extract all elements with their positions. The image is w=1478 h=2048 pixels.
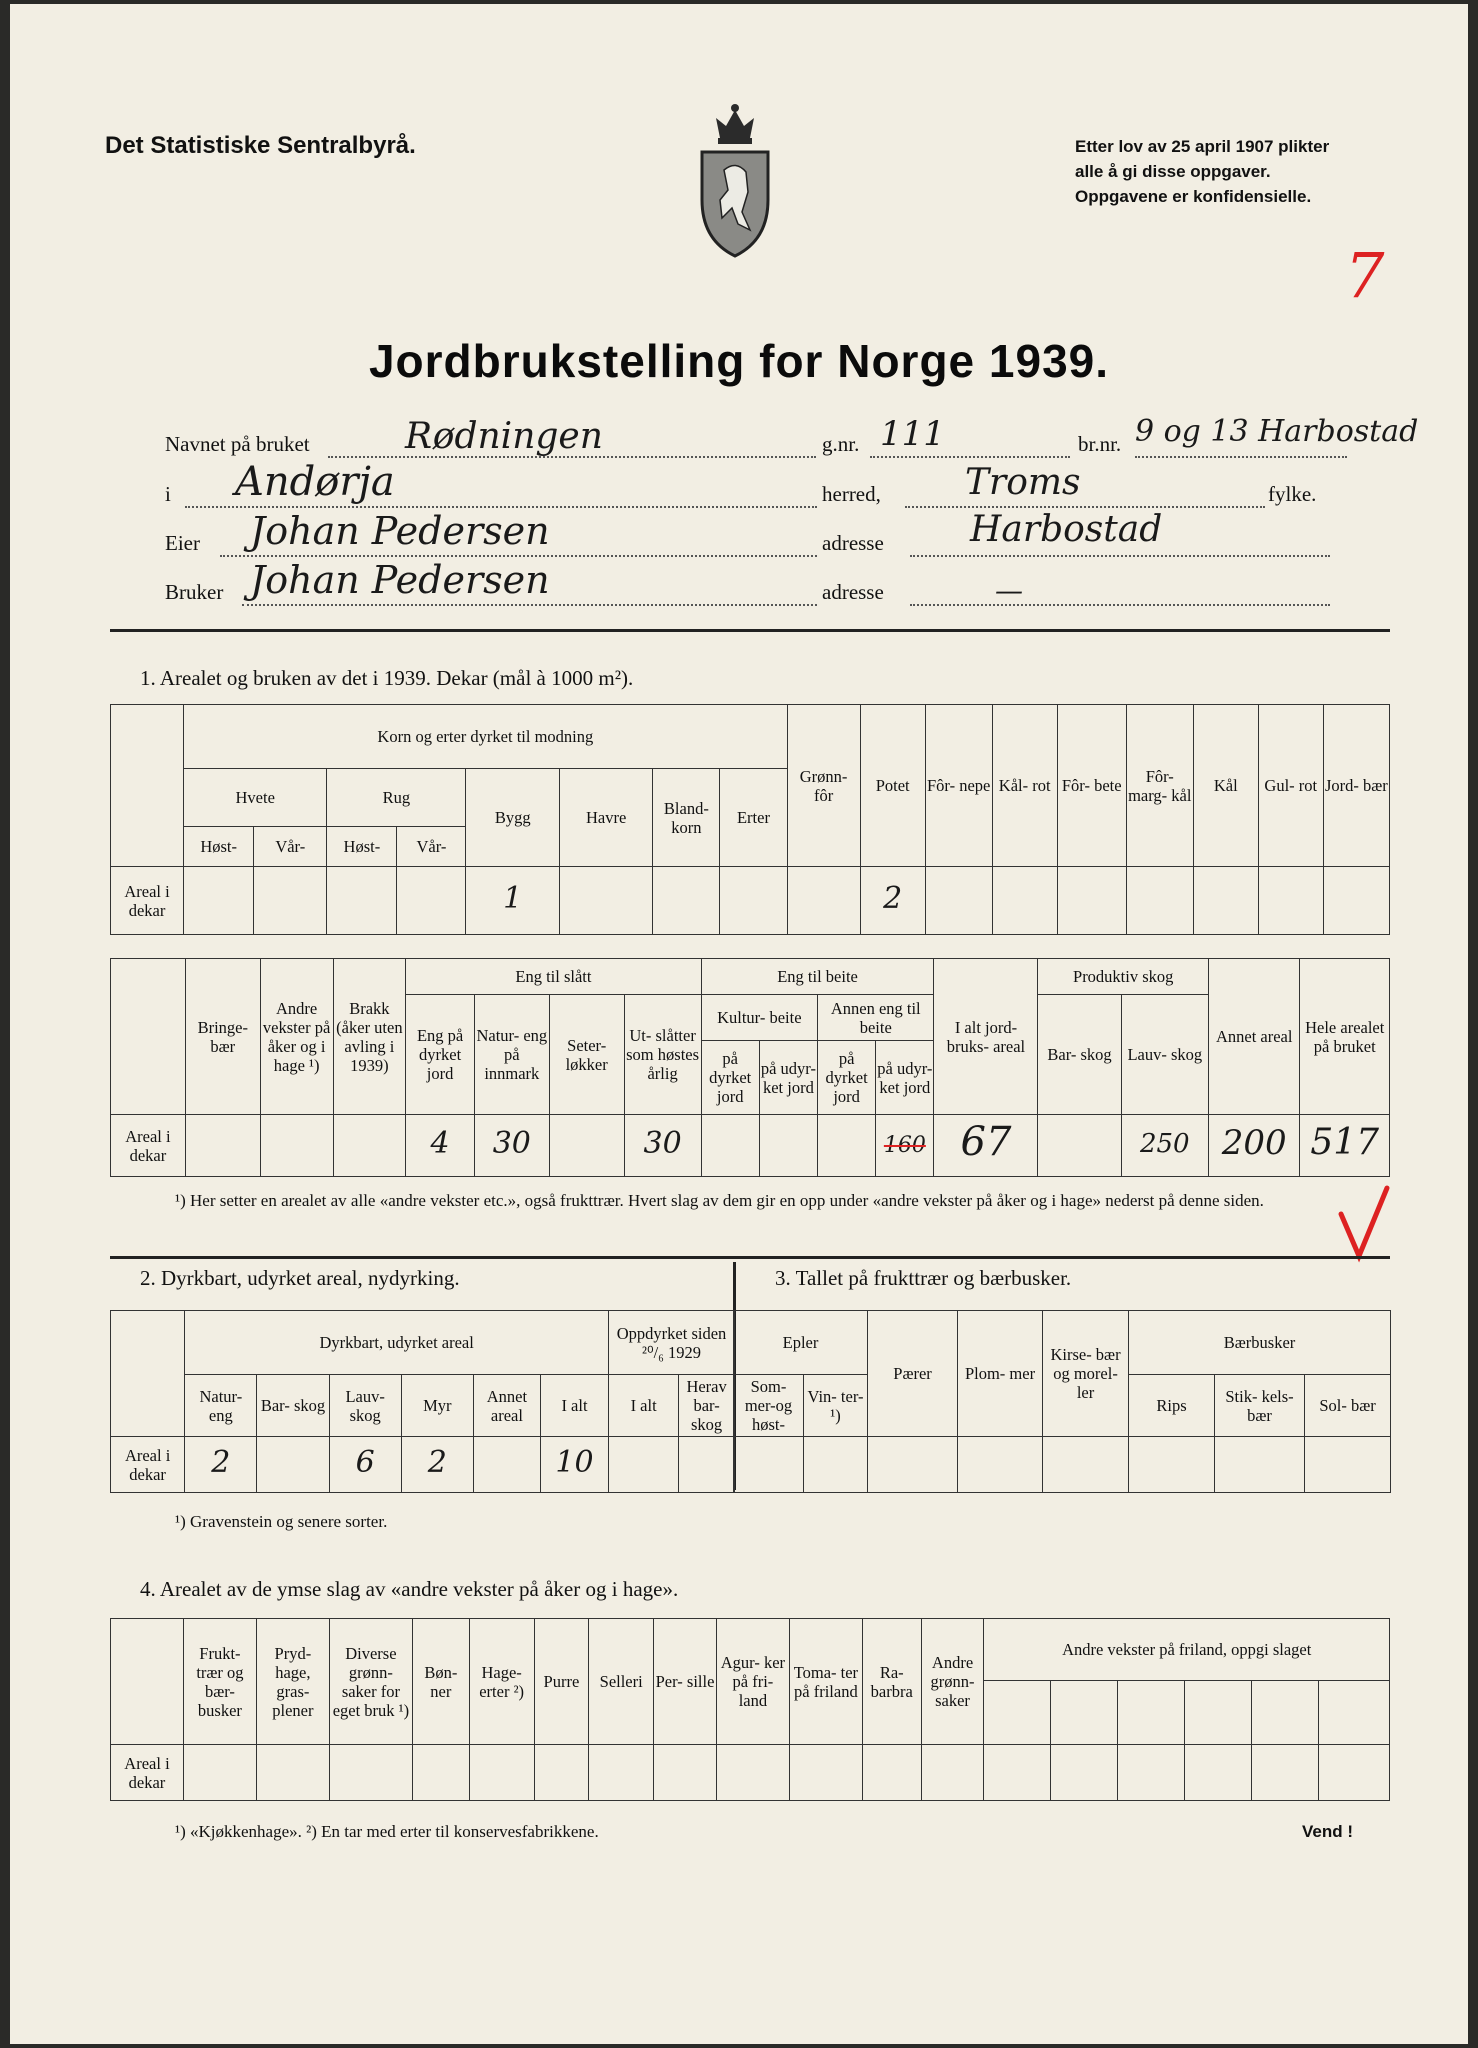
col-bygg: Bygg — [466, 769, 559, 867]
section1-footnote: ¹) Her setter en arealet av alle «andre vekster etc.», også frukttrær. Hvert slag av dem gir en opp under «andre vekster på åker og i hage» nederst på denne siden. — [175, 1191, 1264, 1210]
eng-slatt-header: Eng til slått — [406, 959, 701, 995]
baerbusker-header: Bærbusker — [1129, 1311, 1391, 1375]
col-fornepe: Fôr- nepe — [925, 705, 992, 867]
col-bringebaer: Bringe- bær — [185, 959, 260, 1115]
vend-label: Vend ! — [1302, 1822, 1354, 1841]
col-hageerter: Hage- erter ²) — [469, 1619, 534, 1745]
value-ialt: 67 — [960, 1118, 1012, 1165]
col-kal: Kål — [1193, 705, 1258, 867]
col-purre: Purre — [534, 1619, 589, 1745]
col-paerer: Pærer — [868, 1311, 958, 1437]
col-selleri: Selleri — [589, 1619, 654, 1745]
arable-table — [110, 1310, 735, 1493]
section1-heading: 1. Arealet og bruken av det i 1939. Dekar (mål à 1000 m²). — [140, 666, 634, 690]
notice-line: Oppgavene er konfidensielle. — [1075, 187, 1312, 206]
fylke-label: fylke. — [1268, 482, 1317, 506]
col-rabarbra: Ra- barbra — [862, 1619, 921, 1745]
col-kalrot: Kål- rot — [992, 705, 1057, 867]
eng-beite-header: Eng til beite — [701, 959, 934, 995]
col-kulturbeite: Kultur- beite — [701, 995, 817, 1041]
check-mark-icon — [1335, 1184, 1395, 1264]
census-form-page — [10, 4, 1468, 2044]
brnr-value[interactable]: 9 og 13 Harbostad — [1135, 414, 1419, 449]
col-jordbaer: Jord- bær — [1323, 705, 1389, 867]
col-annen-dyrket: på dyrket jord — [818, 1041, 876, 1115]
col-sommer-host: Som- mer-og høst- — [734, 1375, 804, 1437]
col-oppdyrket-ialt: I alt — [609, 1375, 679, 1437]
row-label: Areal i dekar — [111, 1437, 185, 1493]
andre-friland-header: Andre vekster på friland, oppgi slaget — [984, 1619, 1390, 1681]
col-blandkorn: Bland- korn — [653, 769, 720, 867]
col-ialt: I alt — [540, 1375, 608, 1437]
office-name: Det Statistiske Sentralbyrå. — [105, 132, 416, 159]
gnr-value[interactable]: 111 — [880, 414, 945, 454]
herred-value[interactable]: Andørja — [235, 459, 395, 505]
col-forbete: Fôr- bete — [1057, 705, 1126, 867]
col-hvete: Hvete — [184, 769, 327, 827]
col-plommer: Plom- mer — [958, 1311, 1043, 1437]
col-hele-arealet: Hele arealet på bruket — [1300, 959, 1390, 1115]
epler-header: Epler — [734, 1311, 868, 1375]
value-myr: 2 — [427, 1445, 447, 1480]
col-rug-var: Vår- — [397, 827, 466, 867]
col-kultur-dyrket: på dyrket jord — [701, 1041, 759, 1115]
col-kultur-udyrket: på udyr- ket jord — [759, 1041, 817, 1115]
dyrkbart-group: Dyrkbart, udyrket areal — [185, 1311, 609, 1375]
crops-table-1 — [110, 704, 1390, 935]
value-natureng: 2 — [211, 1445, 231, 1480]
col-herav-barskog: Herav bar- skog — [679, 1375, 735, 1437]
col-gulrot: Gul- rot — [1258, 705, 1323, 867]
eier-value[interactable]: Johan Pedersen — [250, 509, 550, 553]
row-label: Areal i dekar — [111, 1115, 186, 1177]
col-bonner: Bøn- ner — [412, 1619, 469, 1745]
section4-heading: 4. Arealet av de ymse slag av «andre vekster på åker og i hage». — [140, 1577, 679, 1601]
col-lauvskog: Lauv- skog — [329, 1375, 401, 1437]
oppdyrket-group: Oppdyrket siden ²⁰/₆ 1929 — [609, 1311, 735, 1375]
bruker-value[interactable]: Johan Pedersen — [250, 558, 550, 602]
col-vinter: Vin- ter-¹) — [804, 1375, 868, 1437]
navnet-label: Navnet på bruket — [165, 432, 310, 456]
col-utslatter: Ut- slåtter som høstes årlig — [624, 995, 701, 1115]
fylke-value[interactable]: Troms — [965, 462, 1081, 503]
notice-line: Etter lov av 25 april 1907 plikter — [1075, 137, 1330, 156]
gnr-label: g.nr. — [822, 432, 860, 456]
section2-heading: 2. Dyrkbart, udyrket areal, nydyrking. — [140, 1266, 460, 1290]
value-annen-struck: 160 — [883, 1132, 926, 1158]
col-annen-udyrket: på udyr- ket jord — [876, 1041, 934, 1115]
col-solbaer: Sol- bær — [1305, 1375, 1391, 1437]
value-utslatter: 30 — [643, 1126, 682, 1161]
herred-label: herred, — [822, 482, 881, 506]
bruker-adresse-label: adresse — [822, 580, 884, 604]
col-myr: Myr — [401, 1375, 473, 1437]
i-label: i — [165, 482, 171, 506]
col-erter: Erter — [720, 769, 787, 867]
page-title: Jordbrukstelling for Norge 1939. — [368, 335, 1110, 387]
korn-group-header: Korn og erter dyrket til modning — [184, 705, 787, 769]
brnr-label: br.nr. — [1078, 432, 1122, 456]
bruker-label: Bruker — [165, 580, 224, 604]
col-stikkelsbaer: Stik- kels- bær — [1215, 1375, 1305, 1437]
col-rug: Rug — [327, 769, 466, 827]
value-eng-dyrket: 4 — [430, 1126, 450, 1161]
col-annet-areal: Annet areal — [1208, 959, 1299, 1115]
col-potet: Potet — [860, 705, 925, 867]
col-annet-areal: Annet areal — [473, 1375, 540, 1437]
value-hele: 517 — [1310, 1122, 1380, 1163]
col-andre-vekster: Andre vekster på åker og i hage ¹) — [260, 959, 333, 1115]
col-barskog: Bar- skog — [257, 1375, 329, 1437]
section3-heading: 3. Tallet på frukttrær og bærbusker. — [775, 1266, 1072, 1290]
col-kirsebaer: Kirse- bær og morel- ler — [1043, 1311, 1129, 1437]
section4-footnote: ¹) «Kjøkkenhage». ²) En tar med erter til konservesfabrikkene. — [175, 1822, 599, 1841]
value-natureng: 30 — [492, 1126, 531, 1161]
col-hvete-var: Vår- — [254, 827, 327, 867]
col-andre-gronnsaker: Andre grønn- saker — [921, 1619, 984, 1745]
col-persille: Per- sille — [654, 1619, 717, 1745]
section2-footnote: ¹) Gravenstein og senere sorter. — [175, 1512, 388, 1531]
row-label: Areal i dekar — [111, 867, 184, 935]
col-natureng: Natur- eng — [185, 1375, 257, 1437]
fruit-trees-table — [733, 1310, 1391, 1493]
col-annen-eng: Annen eng til beite — [818, 995, 934, 1041]
eier-label: Eier — [165, 531, 200, 555]
col-havre: Havre — [559, 769, 652, 867]
col-agurker: Agur- ker på fri- land — [716, 1619, 789, 1745]
col-hvete-host: Høst- — [184, 827, 254, 867]
eier-adresse-value[interactable]: Harbostad — [970, 509, 1163, 550]
value-ialt: 10 — [555, 1445, 594, 1480]
prodskog-header: Produktiv skog — [1038, 959, 1209, 995]
coat-of-arms-icon — [690, 100, 780, 260]
col-seterlokker: Seter- løkker — [549, 995, 624, 1115]
col-diverse-gronnsaker: Diverse grønn- saker for eget bruk ¹) — [329, 1619, 412, 1745]
legal-notice — [1075, 134, 1405, 209]
value-lauvskog: 6 — [355, 1445, 375, 1480]
notice-line: alle å gi disse oppgaver. — [1075, 162, 1271, 181]
col-gronnfor: Grønn- fôr — [787, 705, 860, 867]
col-brakk: Brakk (åker uten avling i 1939) — [333, 959, 406, 1115]
land-use-table — [110, 958, 1390, 1177]
value-annet: 200 — [1221, 1122, 1287, 1163]
value-potet: 2 — [883, 881, 903, 916]
navnet-value[interactable]: Rødningen — [405, 416, 603, 457]
col-barskog: Bar- skog — [1038, 995, 1121, 1115]
col-prydhage: Pryd- hage, gras- plener — [256, 1619, 329, 1745]
col-eng-dyrket: Eng på dyrket jord — [406, 995, 475, 1115]
other-crops-table — [110, 1618, 1390, 1801]
col-frukttraer: Frukt- trær og bær- busker — [183, 1619, 256, 1745]
col-natureng-innmark: Natur- eng på innmark — [474, 995, 549, 1115]
row-label: Areal i dekar — [111, 1745, 184, 1801]
col-ialt-jordbruk: I alt jord- bruks- areal — [934, 959, 1038, 1115]
col-rug-host: Høst- — [327, 827, 397, 867]
value-lauvskog: 250 — [1139, 1129, 1190, 1159]
col-formargkal: Fôr- marg- kål — [1126, 705, 1193, 867]
col-lauvskog: Lauv- skog — [1121, 995, 1208, 1115]
value-bygg: 1 — [503, 881, 523, 916]
corner-mark: 7 — [1345, 239, 1385, 312]
col-rips: Rips — [1129, 1375, 1215, 1437]
col-tomater: Toma- ter på friland — [789, 1619, 862, 1745]
eier-adresse-label: adresse — [822, 531, 884, 555]
bruker-adresse-value[interactable]: — — [995, 574, 1023, 607]
